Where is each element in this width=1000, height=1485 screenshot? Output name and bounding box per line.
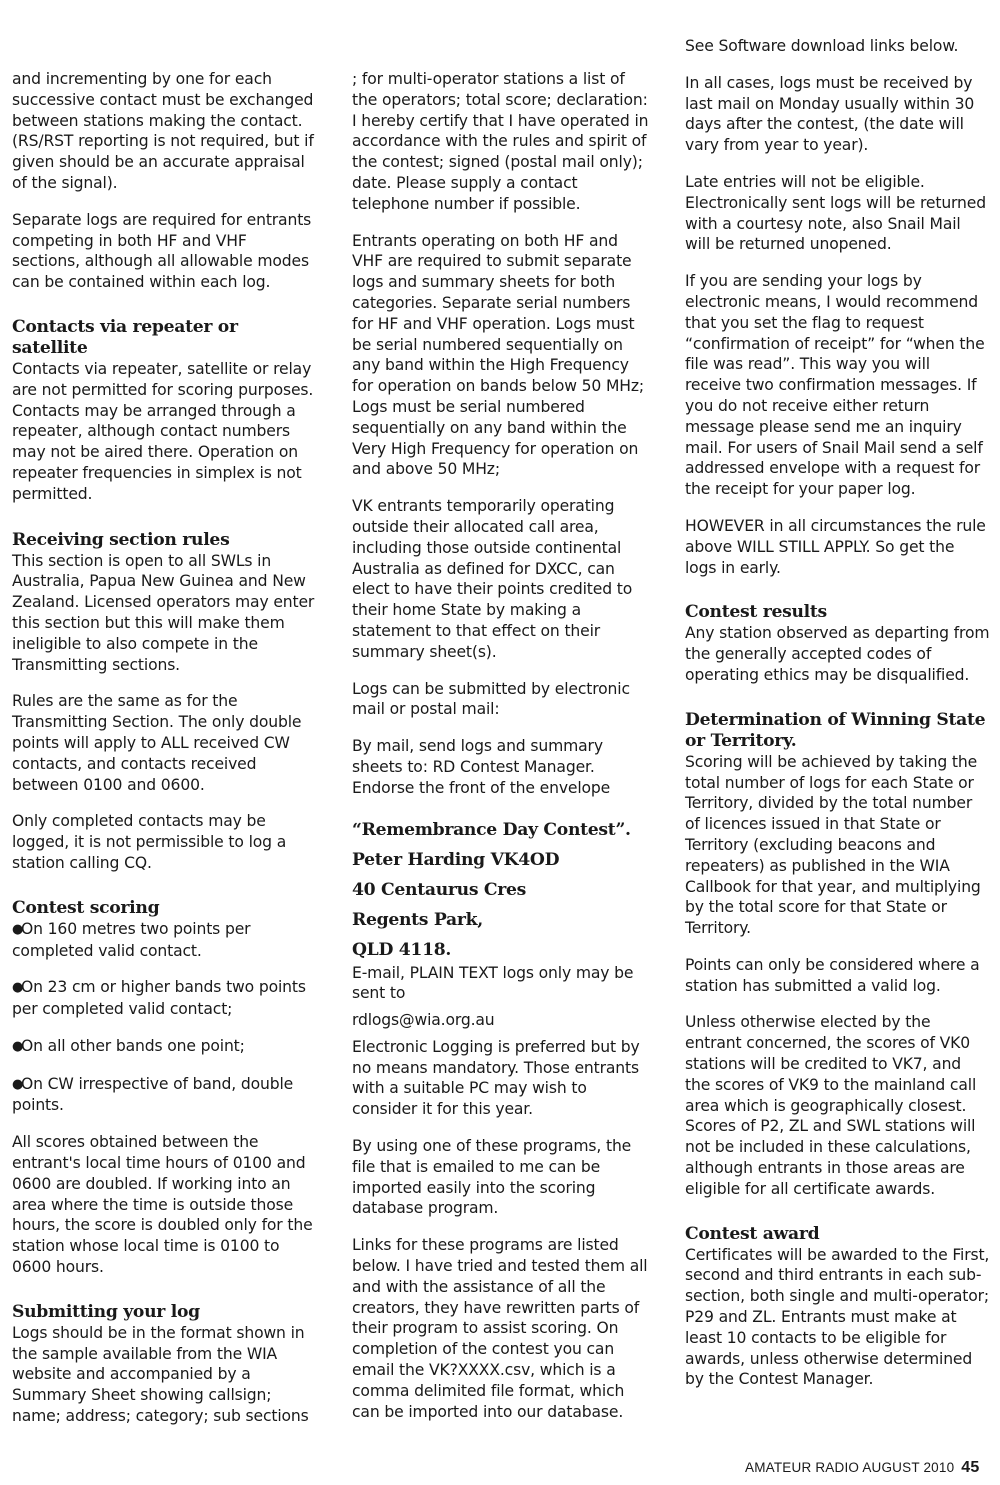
list-item: ●On all other bands one point;	[12, 1036, 318, 1058]
paragraph: ; for multi-operator stations a list of the operators; total score; declaration: I hereby certify that I have operated in accordance with the rules and spirit of the contest; signed (postal mail only); date. Please supply a contact telephone number if possible.	[352, 70, 649, 213]
heading-contacts-via-repeater: Contacts via repeater or satellite	[12, 316, 238, 358]
magazine-issue: AMATEUR RADIO AUGUST 2010	[745, 1460, 955, 1475]
page-footer	[745, 1458, 990, 1478]
address-line: QLD 4118.	[352, 939, 452, 960]
address-line: Regents Park,	[352, 909, 483, 930]
paragraph: VK entrants temporarily operating outside their allocated call area, including those outside continental Australia as defined for DXCC, can elect to have their points credited to their home State by making a statement to that effect on their summary sheet(s).	[352, 497, 633, 661]
page-number: 45	[961, 1459, 980, 1476]
column-3	[685, 36, 990, 1406]
column-1	[12, 69, 318, 1443]
paragraph: Certificates will be awarded to the First, second and third entrants in each sub-section, both single and multi-operator; P29 and ZL. Entrants must make at least 10 contacts to be eligible for awards, unless otherwise determined by the Contest Manager.	[685, 1245, 990, 1389]
paragraph: By using one of these programs, the file that is emailed to me can be imported easily into the scoring database program.	[352, 1137, 632, 1218]
heading-receiving-section-rules: Receiving section rules	[12, 529, 230, 550]
heading-contest-award: Contest award	[685, 1223, 820, 1244]
address-line: 40 Centaurus Cres	[352, 879, 527, 900]
bullet-icon: ●	[12, 1038, 24, 1054]
heading-contest-results: Contest results	[685, 602, 827, 623]
paragraph: Only completed contacts may be logged, it is not permissible to log a station calling CQ.	[12, 812, 287, 872]
paragraph: Logs should be in the format shown in the sample available from the WIA website and accompanied by a Summary Sheet showing callsign; name; address; category; sub sections	[12, 1323, 309, 1426]
bullet-icon: ●	[12, 921, 24, 937]
email-address: rdlogs@wia.org.au	[352, 1011, 495, 1030]
paragraph: Unless otherwise elected by the entrant concerned, the scores of VK0 stations will be credited to VK7, and the scores of VK9 to the mainland call area which is geographically closest. Scores of P2, ZL and SWL stations will not be included in these calculations, although entrants in those areas are eligible for all certificate awards.	[685, 1013, 977, 1198]
list-item: ●On 23 cm or higher bands two points per completed valid contact;	[12, 978, 306, 1019]
paragraph: By mail, send logs and summary sheets to: RD Contest Manager. Endorse the front of the envelope	[352, 737, 611, 797]
paragraph: Late entries will not be eligible. Electronically sent logs will be returned with a courtesy note, also Snail Mail will be returned unopened.	[685, 172, 986, 254]
paragraph: E-mail, PLAIN TEXT logs only may be sent to	[352, 963, 634, 1003]
paragraph: Links for these programs are listed below. I have tried and tested them all and with the assistance of all the creators, they have rewritten parts of their program to assist scoring. On completion of the contest you can email the VK?XXXX.csv, which is a comma delimited file format, which can be imported into our database.	[352, 1236, 648, 1421]
list-item: ●On CW irrespective of band, double points.	[12, 1074, 294, 1115]
paragraph: Entrants operating on both HF and VHF are required to submit separate logs and summary sheets for both categories. Separate serial numbers for HF and VHF operation. Logs must be serial numbered sequentially on any band within the High Frequency for operation on bands below 50 MHz; Logs must be serial numbered sequentially on any band within the Very High Frequency for operation on and above 50 MHz;	[352, 231, 645, 479]
heading-contest-scoring: Contest scoring	[12, 897, 160, 918]
paragraph: All scores obtained between the entrant's local time hours of 0100 and 0600 are doubled. If working into an area where the time is outside those hours, the score is doubled only for the station whose local time is 0100 to 0600 hours.	[12, 1133, 313, 1277]
address-line: Peter Harding VK4OD	[352, 849, 560, 870]
paragraph: In all cases, logs must be received by last mail on Monday usually within 30 days after the contest, (the date will vary from year to year).	[685, 73, 975, 155]
paragraph: Points can only be considered where a station has submitted a valid log.	[685, 955, 980, 995]
paragraph: This section is open to all SWLs in Australia, Papua New Guinea and New Zealand. Licensed operators may enter this section but this will make them ineligible to also compete in the Transmitting sections.	[12, 551, 315, 674]
bullet-icon: ●	[12, 1076, 24, 1092]
paragraph: Logs can be submitted by electronic mail or postal mail:	[352, 679, 630, 719]
column-2	[352, 69, 652, 1438]
paragraph: Any station observed as departing from the generally accepted codes of operating ethics may be disqualified.	[685, 624, 990, 684]
paragraph: Rules are the same as for the Transmitting Section. The only double points will apply to ALL received CW contacts, and contacts received between 0100 and 0600.	[12, 692, 302, 794]
paragraph: Scoring will be achieved by taking the total number of logs for each State or Territory, divided by the total number of licences issued in that State or Territory (excluding beacons and repeaters) as published in the WIA Callbook for that year, and multiplying by the total score for that State or Territory.	[685, 752, 981, 938]
paragraph: If you are sending your logs by electronic means, I would recommend that you set the flag to request “confirmation of receipt” for “when the file was read”. This way you will receive two confirmation messages. If you do not receive either return message please send me an inquiry mail. For users of Snail Mail send a self addressed envelope with a request for the receipt for your paper log.	[685, 272, 985, 499]
list-item: ●On 160 metres two points per completed valid contact.	[12, 919, 251, 960]
paragraph: and incrementing by one for each successive contact must be exchanged between stations making the contact. (RS/RST reporting is not required, but if given should be an accurate appraisal of the signal).	[12, 70, 314, 192]
address-line: “Remembrance Day Contest”.	[352, 819, 631, 840]
paragraph: Contacts via repeater, satellite or relay are not permitted for scoring purposes. Contacts may be arranged through a repeater, although contact numbers may not be aired there. Operation on repeater frequencies in simplex is not permitted.	[12, 359, 314, 503]
heading-determination-of-winning-state: Determination of Winning State or Territory.	[685, 709, 986, 751]
heading-submitting-your-log: Submitting your log	[12, 1301, 200, 1322]
paragraph: Electronic Logging is preferred but by no means mandatory. Those entrants with a suitable PC may wish to consider it for this year.	[352, 1037, 640, 1119]
paragraph: See Software download links below.	[685, 37, 959, 55]
paragraph: HOWEVER in all circumstances the rule above WILL STILL APPLY. So get the logs in early.	[685, 516, 986, 577]
paragraph: Separate logs are required for entrants competing in both HF and VHF sections, although all allowable modes can be contained within each log.	[12, 210, 312, 292]
bullet-icon: ●	[12, 980, 24, 996]
